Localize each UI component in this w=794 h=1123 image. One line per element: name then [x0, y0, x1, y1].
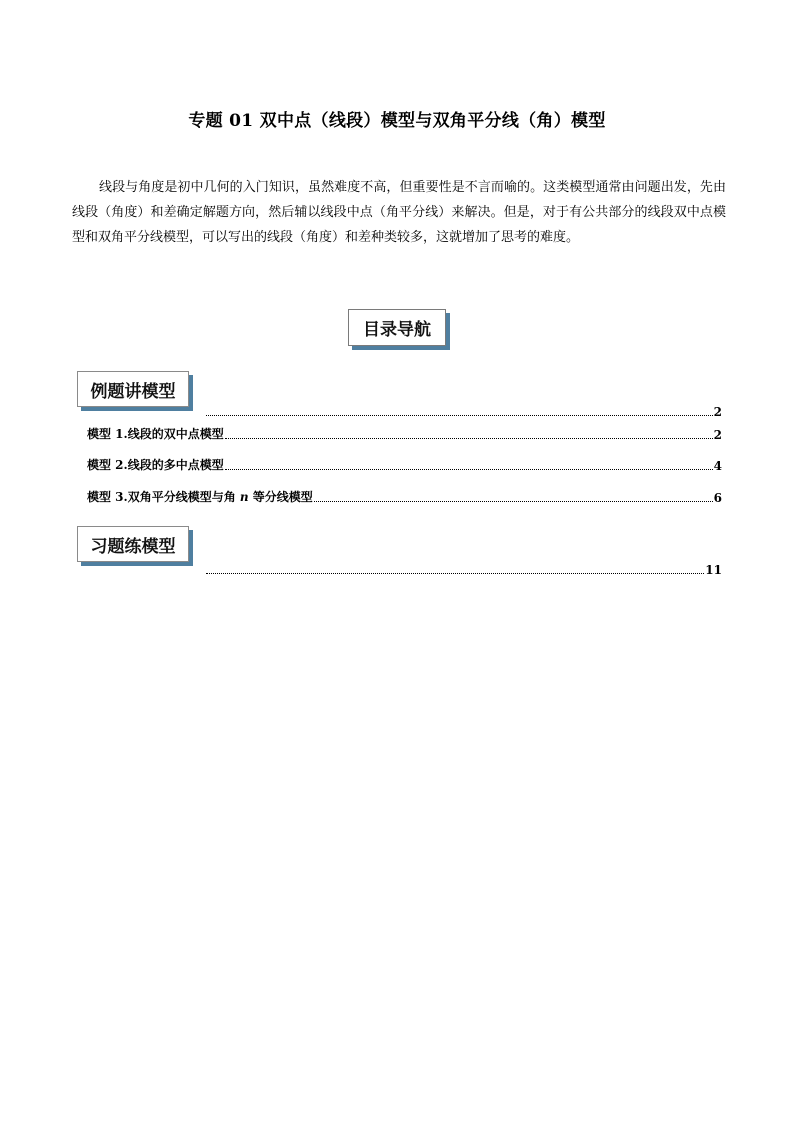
toc-entry-practice[interactable]: [205, 561, 722, 577]
toc-leader-dots: [225, 469, 713, 470]
toc-entry-label: 模型 2.线段的多中点模型: [87, 458, 224, 472]
toc-entry-model-3[interactable]: [87, 489, 722, 505]
section-heading-practice[interactable]: 习题练模型: [77, 526, 189, 562]
toc-leader-dots: [206, 573, 704, 574]
toc-leader-dots: [225, 438, 713, 439]
toc-entry-label: 模型 1.线段的双中点模型: [87, 427, 224, 441]
toc-page-number: 4: [713, 459, 722, 473]
toc-page-number: 2: [713, 405, 722, 419]
toc-page-number: 11: [705, 563, 722, 577]
intro-paragraph: 线段与角度是初中几何的入门知识，虽然难度不高，但重要性是不言而喻的。这类模型通常由问题出发，先由线段（角度）和差确定解题方向，然后辅以线段中点（角平分线）来解决。但是，对于有公共部分的线段双中点模型和双角平分线模型，可以写出的线段（角度）和差种类较多，这就增加了思考的难度。: [72, 180, 726, 245]
toc-navigation-heading: 目录导航: [348, 309, 446, 346]
page-title: 专题 01 双中点（线段）模型与双角平分线（角）模型: [188, 111, 606, 131]
toc-entry-label: [87, 488, 313, 505]
toc-entry-label-end: 等分线模型: [248, 490, 313, 504]
toc-entry-label-variable: n: [239, 490, 249, 504]
toc-leader-dots: [206, 415, 713, 416]
toc-page-number: 2: [713, 428, 722, 442]
toc-leader-dots: [314, 501, 713, 502]
toc-entry-model-2[interactable]: [87, 457, 722, 473]
section-heading-examples[interactable]: 例题讲模型: [77, 371, 189, 407]
toc-page-number: 6: [713, 491, 722, 505]
toc-entry-model-1[interactable]: [87, 426, 722, 442]
toc-entry-label-start: 模型 3.双角平分线模型与角: [87, 490, 240, 504]
toc-entry-examples[interactable]: [205, 403, 722, 419]
